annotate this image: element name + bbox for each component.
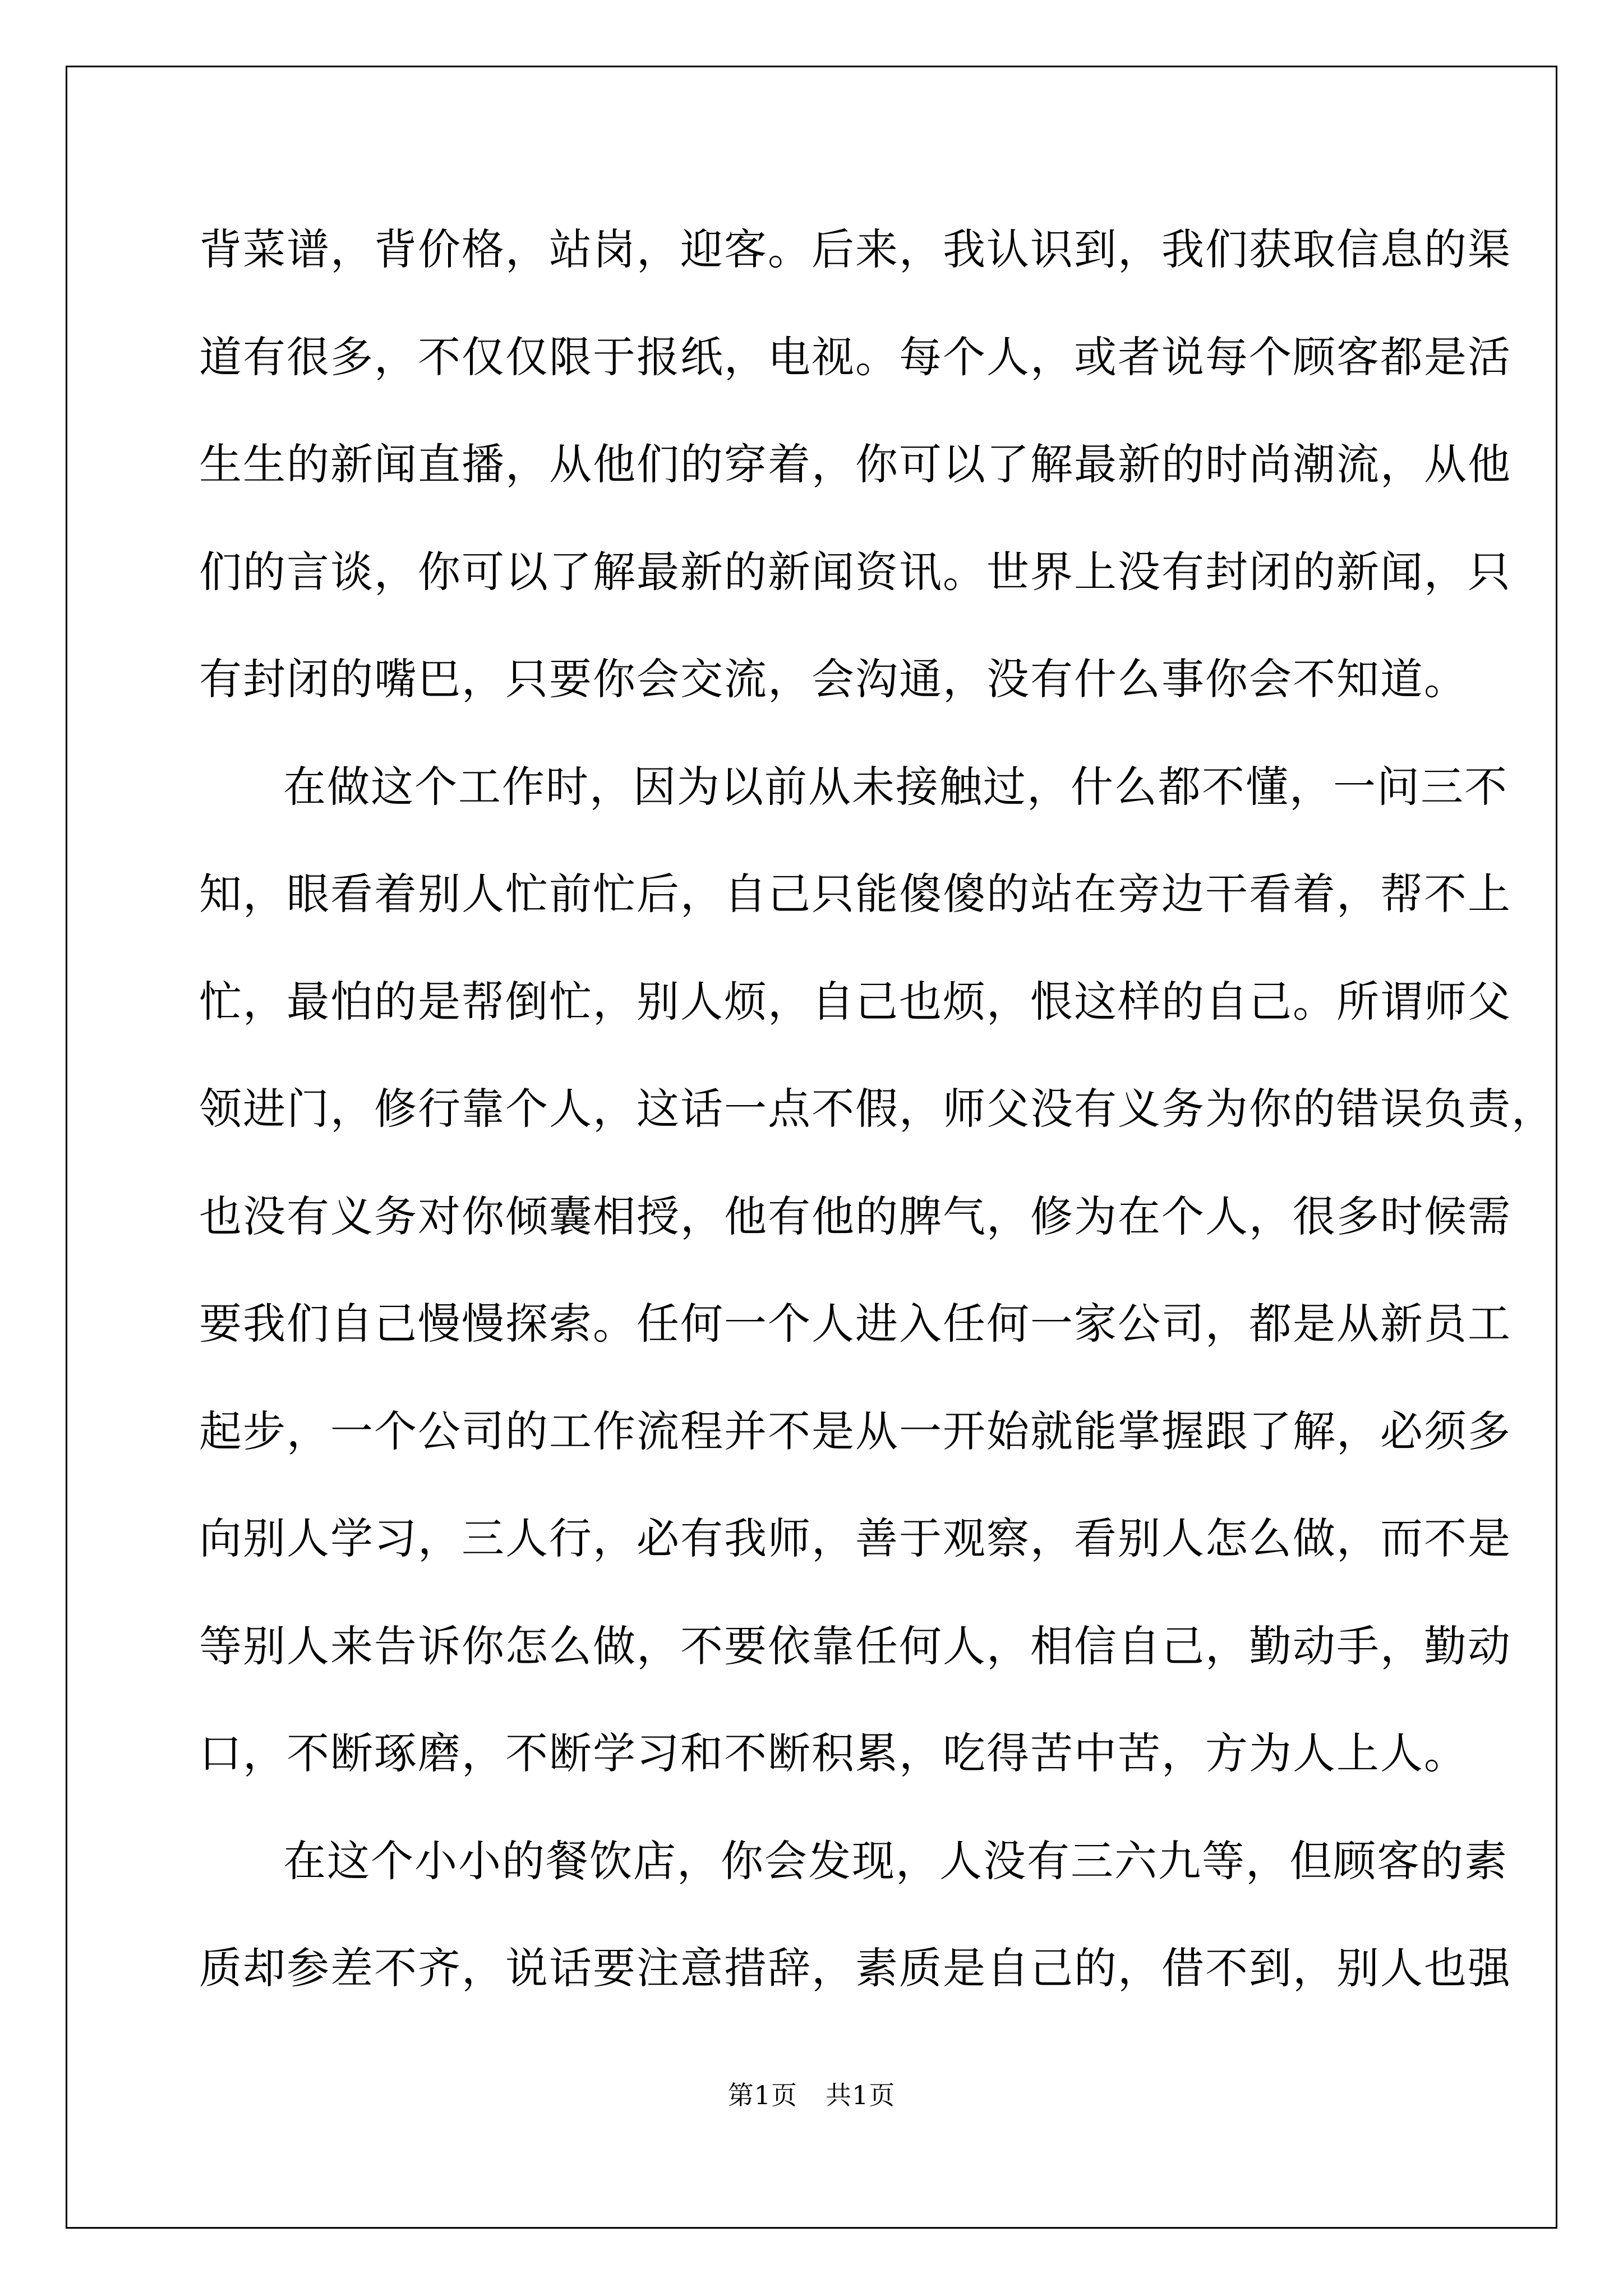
text-line: 生生的新闻直播，从他们的穿着，你可以了解最新的时尚潮流，从他: [199, 439, 1511, 489]
text-line: 有封闭的嘴巴，只要你会交流，会沟通，没有什么事你会不知道。: [199, 654, 1468, 704]
text-line: 在做这个工作时，因为以前从未接触过，什么都不懂，一问三不: [283, 761, 1508, 812]
text-line: 领进门，修行靠个人，这话一点不假，师父没有义务为你的错误负责，: [199, 1084, 1555, 1134]
text-line: 在这个小小的餐饮店，你会发现，人没有三六九等，但顾客的素: [283, 1835, 1508, 1886]
text-line: 要我们自己慢慢探索。任何一个人进入任何一家公司，都是从新员工: [199, 1299, 1511, 1349]
text-line: 们的言谈，你可以了解最新的新闻资讯。世界上没有封闭的新闻，只: [199, 546, 1511, 597]
text-line: 忙，最怕的是帮倒忙，别人烦，自己也烦，恨这样的自己。所谓师父: [199, 976, 1511, 1027]
text-line: 背菜谱，背价格，站岗，迎客。后来，我认识到，我们获取信息的渠: [199, 224, 1511, 274]
text-line: 质却参差不齐，说话要注意措辞，素质是自己的，借不到，别人也强: [199, 1943, 1511, 1993]
page-footer: [0, 2078, 1623, 2112]
text-line: 道有很多，不仅仅限于报纸，电视。每个人，或者说每个顾客都是活: [199, 332, 1511, 382]
document-body: [199, 222, 1555, 2048]
text-line: 知，眼看着别人忙前忙后，自己只能傻傻的站在旁边干看着，帮不上: [199, 869, 1511, 919]
text-line: 起步，一个公司的工作流程并不是从一开始就能掌握跟了解，必须多: [199, 1406, 1511, 1456]
text-line: 口，不断琢磨，不断学习和不断积累，吃得苦中苦，方为人上人。: [199, 1728, 1468, 1778]
text-line: 等别人来告诉你怎么做，不要依靠任何人，相信自己，勤动手，勤动: [199, 1621, 1511, 1671]
text-line: 也没有义务对你倾囊相授，他有他的脾气，修为在个人，很多时候需: [199, 1191, 1511, 1241]
page-number-total: 共1页: [826, 2080, 896, 2110]
page-number-current: 第1页: [727, 2080, 797, 2110]
text-line: 向别人学习，三人行，必有我师，善于观察，看别人怎么做，而不是: [199, 1513, 1511, 1563]
